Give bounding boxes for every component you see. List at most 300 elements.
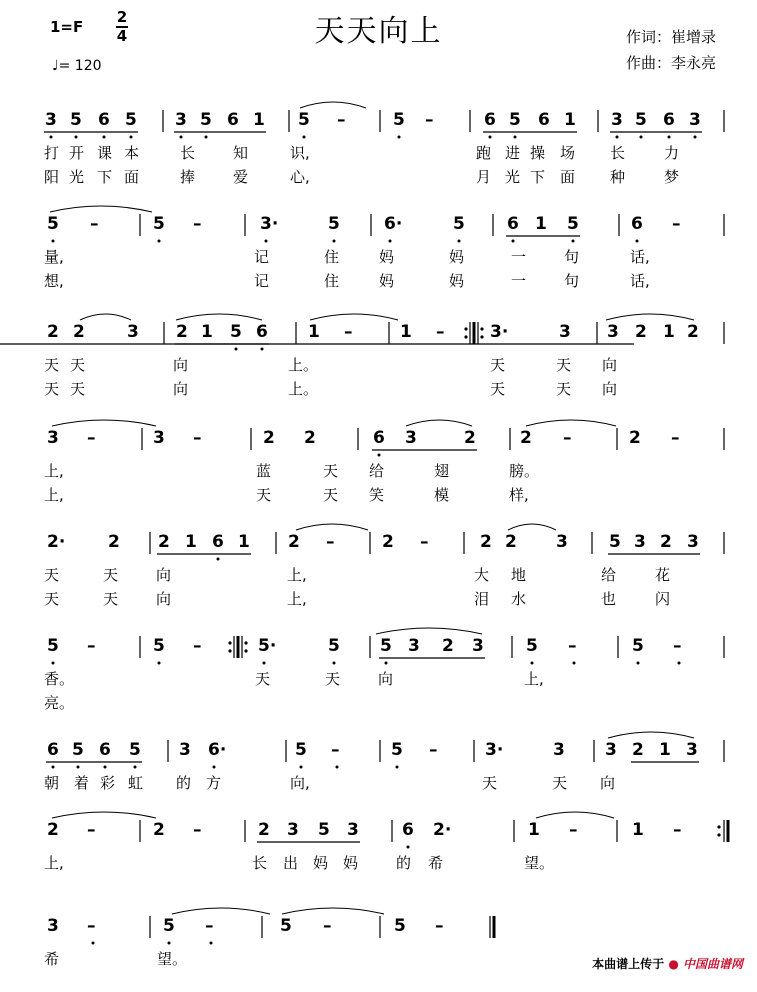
octave-dot bbox=[75, 136, 78, 139]
note: 5 bbox=[295, 740, 307, 760]
lyric-syllable: 句 bbox=[564, 272, 580, 290]
note: 5· bbox=[258, 636, 277, 656]
note: 2 bbox=[153, 820, 165, 840]
note: 5 bbox=[47, 636, 59, 656]
lyric-syllable: 香。 bbox=[44, 670, 75, 688]
lyric-syllable: 天 bbox=[103, 590, 119, 608]
score-line bbox=[0, 528, 757, 608]
lyric-syllable: 泪 bbox=[474, 590, 490, 608]
note: 3 bbox=[611, 110, 623, 130]
note: 2 bbox=[480, 532, 492, 552]
key-signature: 1=F bbox=[50, 18, 84, 36]
octave-dot bbox=[104, 766, 107, 769]
lyric-syllable: 长 bbox=[180, 144, 196, 162]
lyric-syllable: 记 bbox=[254, 272, 270, 290]
dash: – bbox=[569, 820, 578, 840]
lyric-syllable: 妈 bbox=[313, 854, 329, 872]
repeat-dot bbox=[244, 641, 247, 644]
note: 1 bbox=[238, 532, 250, 552]
site-logo-icon: ● bbox=[668, 957, 679, 971]
lyric-syllable: 住 bbox=[324, 248, 340, 266]
lyric-syllable: 上, bbox=[287, 566, 307, 584]
lyric-syllable: 课 bbox=[97, 144, 113, 162]
note: 3 bbox=[472, 636, 484, 656]
note: 5 bbox=[632, 636, 644, 656]
time-signature bbox=[116, 10, 128, 44]
lyric-syllable: 句 bbox=[564, 248, 580, 266]
lyric-syllable: 着 bbox=[74, 774, 90, 792]
lyric-syllable: 想, bbox=[44, 272, 64, 290]
lyric-syllable: 跑 bbox=[476, 144, 492, 162]
slur bbox=[52, 420, 156, 426]
lyric-syllable: 花 bbox=[655, 566, 671, 584]
lyric-syllable: 长 bbox=[610, 144, 626, 162]
lyric-syllable: 长 bbox=[252, 854, 268, 872]
score-line bbox=[0, 106, 757, 186]
note: 6 bbox=[538, 110, 550, 130]
lyric-syllable: 本 bbox=[124, 144, 140, 162]
note: 1 bbox=[663, 322, 675, 342]
note: 5 bbox=[125, 110, 137, 130]
octave-dot bbox=[640, 136, 643, 139]
meter-top: 2 bbox=[116, 8, 128, 26]
octave-dot bbox=[572, 240, 575, 243]
note: 3 bbox=[686, 740, 698, 760]
note: 2 bbox=[382, 532, 394, 552]
octave-dot bbox=[210, 942, 213, 945]
dash: – bbox=[323, 916, 332, 936]
lyric-syllable: 光 bbox=[505, 168, 521, 186]
note: 5 bbox=[567, 214, 579, 234]
octave-dot bbox=[378, 454, 381, 457]
octave-dot bbox=[531, 662, 534, 665]
dash: – bbox=[87, 820, 96, 840]
lyric-syllable: 梦 bbox=[664, 168, 680, 186]
lyric-syllable: 翅 bbox=[434, 462, 450, 480]
lyric-syllable: 光 bbox=[69, 168, 85, 186]
dash: – bbox=[568, 636, 577, 656]
lyric-syllable: 大 bbox=[474, 566, 490, 584]
note: 5 bbox=[453, 214, 465, 234]
lyric-syllable: 望。 bbox=[157, 950, 188, 968]
lyric-syllable: 月 bbox=[476, 168, 492, 186]
note: 5 bbox=[526, 636, 538, 656]
note: 6· bbox=[384, 214, 403, 234]
repeat-dot bbox=[717, 833, 720, 836]
dash: – bbox=[193, 820, 202, 840]
lyric-syllable: 向 bbox=[156, 590, 172, 608]
repeat-dot bbox=[464, 327, 467, 330]
octave-dot bbox=[336, 766, 339, 769]
lyric-syllable: 天 bbox=[256, 486, 272, 504]
lyric-syllable: 希 bbox=[428, 854, 444, 872]
tempo-marking: ♩= 120 bbox=[52, 58, 102, 74]
octave-dot bbox=[637, 662, 640, 665]
score-line bbox=[0, 912, 757, 992]
note: 2 bbox=[158, 532, 170, 552]
note: 3 bbox=[556, 532, 568, 552]
lyric-syllable: 打 bbox=[44, 144, 60, 162]
lyric-syllable: 妈 bbox=[379, 248, 395, 266]
lyric-syllable: 向 bbox=[173, 380, 189, 398]
dash: – bbox=[673, 636, 682, 656]
note: 5 bbox=[393, 110, 405, 130]
lyric-syllable: 向 bbox=[602, 356, 618, 374]
octave-dot bbox=[668, 136, 671, 139]
lyric-syllable: 天 bbox=[44, 356, 60, 374]
lyric-syllable: 下 bbox=[530, 168, 546, 186]
lyric-syllable: 向, bbox=[290, 774, 310, 792]
note: 2 bbox=[176, 322, 188, 342]
note: 2 bbox=[464, 428, 476, 448]
lyric-syllable: 天 bbox=[323, 486, 339, 504]
lyric-syllable: 天 bbox=[323, 462, 339, 480]
dash: – bbox=[435, 916, 444, 936]
note: 2 bbox=[258, 820, 270, 840]
lyric-syllable: 阳 bbox=[44, 168, 60, 186]
note: 3 bbox=[347, 820, 359, 840]
octave-dot bbox=[694, 136, 697, 139]
lyric-syllable: 天 bbox=[255, 670, 271, 688]
slur bbox=[526, 420, 616, 426]
dash: – bbox=[326, 532, 335, 552]
note: 2 bbox=[108, 532, 120, 552]
lyric-syllable: 向 bbox=[378, 670, 394, 688]
slur bbox=[296, 524, 368, 530]
note: 6 bbox=[99, 740, 111, 760]
footer-text: 本曲谱上传于 bbox=[592, 957, 665, 971]
lyric-syllable: 进 bbox=[505, 144, 521, 162]
lyric-syllable: 希 bbox=[44, 950, 60, 968]
lyric-syllable: 操 bbox=[530, 144, 546, 162]
octave-dot bbox=[77, 766, 80, 769]
lyric-syllable: 一 bbox=[511, 248, 527, 266]
lyric-syllable: 上, bbox=[44, 462, 64, 480]
lyric-syllable: 方 bbox=[206, 774, 222, 792]
score-line bbox=[0, 632, 757, 712]
octave-dot bbox=[398, 136, 401, 139]
lyric-syllable: 亮。 bbox=[44, 694, 75, 712]
note: 6· bbox=[208, 740, 227, 760]
dash: – bbox=[193, 428, 202, 448]
score-line bbox=[0, 210, 757, 290]
dash: – bbox=[205, 916, 214, 936]
repeat-dot bbox=[464, 335, 467, 338]
lyric-syllable: 蓝 bbox=[256, 462, 272, 480]
lyric-syllable: 朝 bbox=[44, 774, 60, 792]
dash: – bbox=[344, 322, 353, 342]
lyricist-credit: 作词：崔增录 bbox=[626, 28, 717, 46]
dash: – bbox=[563, 428, 572, 448]
lyric-syllable: 场 bbox=[560, 144, 576, 162]
octave-dot bbox=[205, 136, 208, 139]
note: 1 bbox=[201, 322, 213, 342]
octave-dot bbox=[265, 240, 268, 243]
slur bbox=[80, 314, 131, 320]
score-title: 天天向上 bbox=[314, 14, 443, 49]
octave-dot bbox=[458, 240, 461, 243]
octave-dot bbox=[158, 240, 161, 243]
octave-dot bbox=[333, 240, 336, 243]
lyric-syllable: 上, bbox=[44, 854, 64, 872]
note: 5 bbox=[72, 740, 84, 760]
dash: – bbox=[673, 820, 682, 840]
octave-dot bbox=[407, 846, 410, 849]
note: 3 bbox=[559, 322, 571, 342]
lyric-syllable: 天 bbox=[490, 356, 506, 374]
note: 2· bbox=[47, 532, 66, 552]
octave-dot bbox=[50, 136, 53, 139]
lyric-syllable: 上。 bbox=[288, 356, 319, 374]
note: 3 bbox=[179, 740, 191, 760]
octave-dot bbox=[263, 662, 266, 665]
note: 3 bbox=[408, 636, 420, 656]
note: 1 bbox=[185, 532, 197, 552]
note: 2 bbox=[629, 428, 641, 448]
note: 3 bbox=[175, 110, 187, 130]
octave-dot bbox=[261, 348, 264, 351]
note: 3· bbox=[490, 322, 509, 342]
lyric-syllable: 爱 bbox=[233, 168, 249, 186]
note: 1 bbox=[400, 322, 412, 342]
note: 3 bbox=[553, 740, 565, 760]
lyric-syllable: 力 bbox=[664, 144, 680, 162]
composer-credit: 作曲：李永亮 bbox=[626, 54, 717, 72]
repeat-dot bbox=[717, 825, 720, 828]
dash: – bbox=[671, 428, 680, 448]
lyric-syllable: 虹 bbox=[128, 774, 144, 792]
slur bbox=[282, 908, 384, 914]
lyric-syllable: 天 bbox=[490, 380, 506, 398]
octave-dot bbox=[396, 766, 399, 769]
note: 3 bbox=[287, 820, 299, 840]
octave-dot bbox=[52, 766, 55, 769]
octave-dot bbox=[213, 766, 216, 769]
note: 5 bbox=[328, 214, 340, 234]
dash: – bbox=[331, 740, 340, 760]
octave-dot bbox=[92, 942, 95, 945]
lyric-syllable: 上。 bbox=[288, 380, 319, 398]
note: 2 bbox=[73, 322, 85, 342]
lyric-syllable: 天 bbox=[552, 774, 568, 792]
lyric-syllable: 妈 bbox=[449, 248, 465, 266]
octave-dot bbox=[678, 662, 681, 665]
octave-dot bbox=[333, 662, 336, 665]
lyric-syllable: 水 bbox=[511, 590, 527, 608]
note: 6 bbox=[256, 322, 268, 342]
score-line bbox=[0, 736, 757, 816]
note: 6 bbox=[373, 428, 385, 448]
note: 5 bbox=[230, 322, 242, 342]
note: 3 bbox=[607, 322, 619, 342]
footer-credit bbox=[592, 955, 743, 972]
slur bbox=[172, 908, 270, 914]
note: 6 bbox=[663, 110, 675, 130]
octave-dot bbox=[235, 348, 238, 351]
lyric-syllable: 向 bbox=[173, 356, 189, 374]
note: 1 bbox=[632, 820, 644, 840]
lyric-syllable: 捧 bbox=[180, 168, 196, 186]
dash: – bbox=[672, 214, 681, 234]
octave-dot bbox=[489, 136, 492, 139]
note: 5 bbox=[153, 214, 165, 234]
lyric-syllable: 望。 bbox=[524, 854, 555, 872]
note: 2 bbox=[687, 322, 699, 342]
dash: – bbox=[425, 110, 434, 130]
note: 5 bbox=[394, 916, 406, 936]
lyric-syllable: 妈 bbox=[343, 854, 359, 872]
lyric-syllable: 笑 bbox=[369, 486, 385, 504]
dash: – bbox=[420, 532, 429, 552]
note: 2 bbox=[635, 322, 647, 342]
note: 2 bbox=[442, 636, 454, 656]
note: 6 bbox=[98, 110, 110, 130]
score-line bbox=[0, 816, 757, 896]
lyric-syllable: 话, bbox=[630, 272, 650, 290]
note: 2 bbox=[660, 532, 672, 552]
lyric-syllable: 向 bbox=[156, 566, 172, 584]
octave-dot bbox=[300, 766, 303, 769]
note: 5 bbox=[129, 740, 141, 760]
meter-bottom: 4 bbox=[116, 27, 128, 45]
note: 5 bbox=[318, 820, 330, 840]
lyric-syllable: 给 bbox=[601, 566, 617, 584]
dash: – bbox=[90, 214, 99, 234]
lyric-syllable: 出 bbox=[283, 854, 299, 872]
lyric-syllable: 向 bbox=[600, 774, 616, 792]
octave-dot bbox=[52, 662, 55, 665]
lyric-syllable: 下 bbox=[97, 168, 113, 186]
lyric-syllable: 天 bbox=[103, 566, 119, 584]
lyric-syllable: 妈 bbox=[379, 272, 395, 290]
note: 1 bbox=[535, 214, 547, 234]
lyric-syllable: 面 bbox=[560, 168, 576, 186]
lyric-syllable: 天 bbox=[70, 380, 86, 398]
lyric-syllable: 心, bbox=[290, 168, 310, 186]
lyric-syllable: 上, bbox=[287, 590, 307, 608]
lyric-syllable: 记 bbox=[254, 248, 270, 266]
note: 6 bbox=[402, 820, 414, 840]
lyric-syllable: 开 bbox=[69, 144, 85, 162]
footer-brand: 中国曲谱网 bbox=[682, 957, 743, 971]
dash: – bbox=[193, 214, 202, 234]
note: 1 bbox=[564, 110, 576, 130]
lyric-syllable: 天 bbox=[44, 566, 60, 584]
lyric-syllable: 妈 bbox=[449, 272, 465, 290]
octave-dot bbox=[158, 662, 161, 665]
note: 2 bbox=[47, 820, 59, 840]
dash: – bbox=[429, 740, 438, 760]
lyric-syllable: 天 bbox=[482, 774, 498, 792]
dash: – bbox=[87, 636, 96, 656]
lyric-syllable: 天 bbox=[70, 356, 86, 374]
octave-dot bbox=[134, 766, 137, 769]
dash: – bbox=[87, 428, 96, 448]
slur bbox=[176, 314, 262, 320]
octave-dot bbox=[168, 942, 171, 945]
slur bbox=[300, 102, 366, 108]
note: 3 bbox=[689, 110, 701, 130]
octave-dot bbox=[512, 240, 515, 243]
note: 3 bbox=[45, 110, 57, 130]
note: 3 bbox=[634, 532, 646, 552]
lyric-syllable: 知 bbox=[233, 144, 249, 162]
octave-dot bbox=[217, 558, 220, 561]
octave-dot bbox=[389, 240, 392, 243]
slur bbox=[376, 628, 482, 634]
octave-dot bbox=[303, 136, 306, 139]
note: 2 bbox=[304, 428, 316, 448]
lyric-syllable: 种 bbox=[610, 168, 626, 186]
note: 6 bbox=[484, 110, 496, 130]
lyric-syllable: 模 bbox=[434, 486, 450, 504]
lyric-syllable: 上, bbox=[44, 486, 64, 504]
dash: – bbox=[337, 110, 346, 130]
score-line bbox=[0, 318, 757, 398]
note: 3· bbox=[260, 214, 279, 234]
note: 3· bbox=[485, 740, 504, 760]
slur bbox=[50, 206, 152, 212]
lyric-syllable: 天 bbox=[556, 380, 572, 398]
slur bbox=[406, 420, 472, 426]
slur bbox=[508, 524, 556, 530]
lyric-syllable: 样, bbox=[509, 486, 529, 504]
slur bbox=[310, 314, 398, 320]
lyric-syllable: 天 bbox=[44, 380, 60, 398]
note: 2 bbox=[47, 322, 59, 342]
note: 6 bbox=[47, 740, 59, 760]
quarter-note-icon: ♩ bbox=[52, 58, 59, 74]
repeat-dot bbox=[228, 641, 231, 644]
lyric-syllable: 也 bbox=[601, 590, 617, 608]
lyric-syllable: 量, bbox=[44, 248, 64, 266]
note: 5 bbox=[609, 532, 621, 552]
note: 3 bbox=[405, 428, 417, 448]
note: 5 bbox=[391, 740, 403, 760]
note: 3 bbox=[47, 916, 59, 936]
note: 1 bbox=[528, 820, 540, 840]
octave-dot bbox=[130, 136, 133, 139]
slur bbox=[608, 732, 694, 738]
note: 2 bbox=[263, 428, 275, 448]
lyric-syllable: 地 bbox=[511, 566, 527, 584]
slur bbox=[606, 314, 694, 320]
lyric-syllable: 闪 bbox=[655, 590, 671, 608]
dash: – bbox=[87, 916, 96, 936]
note: 2 bbox=[632, 740, 644, 760]
note: 5 bbox=[280, 916, 292, 936]
note: 3 bbox=[47, 428, 59, 448]
note: 5 bbox=[47, 214, 59, 234]
note: 3 bbox=[605, 740, 617, 760]
note: 5 bbox=[635, 110, 647, 130]
lyric-syllable: 上, bbox=[524, 670, 544, 688]
note: 6 bbox=[507, 214, 519, 234]
lyric-syllable: 一 bbox=[511, 272, 527, 290]
note: 5 bbox=[153, 636, 165, 656]
lyric-syllable: 给 bbox=[369, 462, 385, 480]
note: 5 bbox=[298, 110, 310, 130]
lyric-syllable: 的 bbox=[176, 774, 192, 792]
repeat-dot bbox=[480, 335, 483, 338]
lyric-syllable: 天 bbox=[325, 670, 341, 688]
note: 1 bbox=[253, 110, 265, 130]
note: 3 bbox=[127, 322, 139, 342]
lyric-syllable: 识, bbox=[290, 144, 310, 162]
note: 1 bbox=[308, 322, 320, 342]
octave-dot bbox=[636, 240, 639, 243]
note: 5 bbox=[509, 110, 521, 130]
